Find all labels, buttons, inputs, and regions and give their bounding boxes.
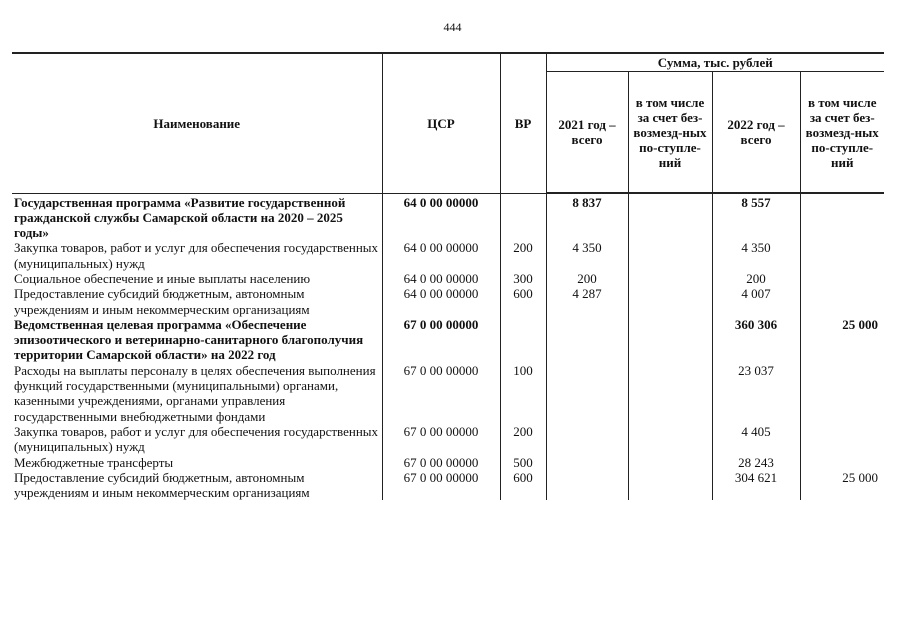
cell-vr: 600 [500, 470, 546, 501]
cell-2021-total [546, 424, 628, 455]
cell-2021-free [628, 286, 712, 317]
cell-2022-free [800, 286, 884, 317]
table-row [12, 424, 884, 455]
table-row [12, 271, 884, 286]
cell-vr: 300 [500, 271, 546, 286]
cell-csr: 64 0 00 00000 [382, 286, 500, 317]
cell-2022-free [800, 271, 884, 286]
cell-2022-free: 25 000 [800, 470, 884, 501]
header-name: Наименование [12, 53, 382, 193]
cell-vr: 200 [500, 240, 546, 271]
cell-csr: 64 0 00 00000 [382, 193, 500, 240]
cell-csr: 67 0 00 00000 [382, 470, 500, 501]
table-row-program [12, 317, 884, 363]
cell-vr [500, 193, 546, 240]
cell-2022-free [800, 363, 884, 424]
header-2022-free: в том числе за счет без-возмезд-ных по-ступле-ний [800, 72, 884, 194]
cell-2021-free [628, 470, 712, 501]
cell-2021-total: 200 [546, 271, 628, 286]
header-2021-free: в том числе за счет без-возмезд-ных по-ступле-ний [628, 72, 712, 194]
cell-2022-total: 304 621 [712, 470, 800, 501]
table-row-program [12, 193, 884, 240]
cell-2021-free [628, 317, 712, 363]
cell-2022-free [800, 193, 884, 240]
cell-2021-total: 8 837 [546, 193, 628, 240]
cell-csr: 67 0 00 00000 [382, 317, 500, 363]
cell-name: Государственная программа «Развитие государственной гражданской службы Самарской области на 2020 – 2025 годы» [12, 193, 382, 240]
table-row [12, 455, 884, 470]
table-row [12, 470, 884, 501]
cell-2022-total: 4 007 [712, 286, 800, 317]
cell-2021-total: 4 287 [546, 286, 628, 317]
cell-2022-total: 28 243 [712, 455, 800, 470]
cell-csr: 67 0 00 00000 [382, 363, 500, 424]
header-sum-group: Сумма, тыс. рублей [546, 53, 884, 72]
cell-2022-free: 25 000 [800, 317, 884, 363]
cell-2022-free [800, 455, 884, 470]
cell-vr [500, 317, 546, 363]
cell-name: Закупка товаров, работ и услуг для обеспечения государственных (муниципальных) нужд [12, 240, 382, 271]
cell-2021-total [546, 317, 628, 363]
cell-2022-total: 8 557 [712, 193, 800, 240]
cell-vr: 600 [500, 286, 546, 317]
cell-name: Расходы на выплаты персоналу в целях обеспечения выполнения функций государственными (муниципальными) органами, казенными учреждениями, органами управления государственными внебюджетными фондами [12, 363, 382, 424]
cell-2021-total [546, 455, 628, 470]
cell-name: Предоставление субсидий бюджетным, автономным учреждениям и иным некоммерческим организациям [12, 286, 382, 317]
cell-2021-free [628, 240, 712, 271]
table-header [12, 53, 884, 193]
cell-2021-free [628, 271, 712, 286]
cell-2021-total [546, 363, 628, 424]
cell-2022-total: 4 405 [712, 424, 800, 455]
cell-vr: 200 [500, 424, 546, 455]
cell-2021-free [628, 363, 712, 424]
cell-2022-total: 200 [712, 271, 800, 286]
cell-csr: 67 0 00 00000 [382, 455, 500, 470]
cell-name: Ведомственная целевая программа «Обеспечение эпизоотического и ветеринарно-санитарного благополучия территории Самарской области» на 2022 год [12, 317, 382, 363]
cell-vr: 100 [500, 363, 546, 424]
cell-name: Межбюджетные трансферты [12, 455, 382, 470]
table-row [12, 363, 884, 424]
cell-csr: 64 0 00 00000 [382, 271, 500, 286]
table-row [12, 240, 884, 271]
cell-2022-total: 23 037 [712, 363, 800, 424]
header-vr: ВР [500, 53, 546, 193]
cell-2021-free [628, 193, 712, 240]
cell-2022-total: 4 350 [712, 240, 800, 271]
cell-2021-free [628, 455, 712, 470]
cell-name: Закупка товаров, работ и услуг для обеспечения государственных (муниципальных) нужд [12, 424, 382, 455]
header-csr: ЦСР [382, 53, 500, 193]
cell-csr: 67 0 00 00000 [382, 424, 500, 455]
page-number: 444 [443, 20, 462, 34]
cell-vr: 500 [500, 455, 546, 470]
cell-2022-free [800, 424, 884, 455]
header-2022-total: 2022 год – всего [712, 72, 800, 194]
cell-2022-free [800, 240, 884, 271]
budget-table [12, 52, 884, 500]
cell-name: Предоставление субсидий бюджетным, автономным учреждениям и иным некоммерческим организациям [12, 470, 382, 501]
table-body [12, 193, 884, 500]
header-2021-total: 2021 год – всего [546, 72, 628, 194]
cell-2021-total [546, 470, 628, 501]
cell-2021-total: 4 350 [546, 240, 628, 271]
table-row [12, 286, 884, 317]
cell-name: Социальное обеспечение и иные выплаты населению [12, 271, 382, 286]
cell-2022-total: 360 306 [712, 317, 800, 363]
cell-2021-free [628, 424, 712, 455]
cell-csr: 64 0 00 00000 [382, 240, 500, 271]
